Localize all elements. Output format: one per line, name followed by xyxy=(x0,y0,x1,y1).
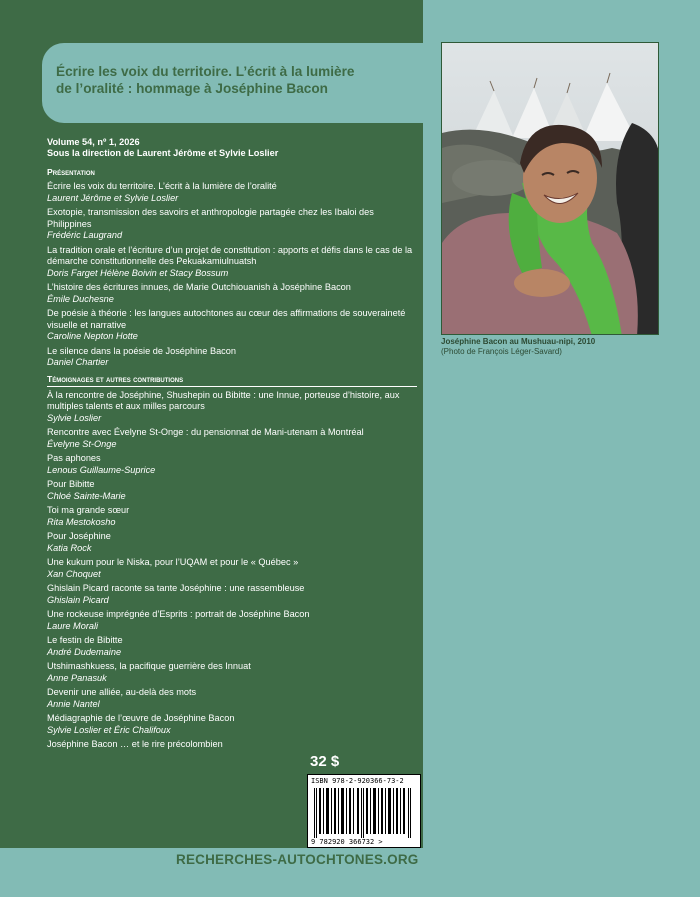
entry-author: Émile Duchesne xyxy=(47,293,114,304)
entry-author: Anne Panasuk xyxy=(47,672,107,683)
entry-title: Pas aphones xyxy=(47,453,101,463)
entry-author: Annie Nantel xyxy=(47,698,100,709)
toc-entry xyxy=(47,453,417,476)
entry-title: Utshimashkuess, la pacifique guerrière des Innuat xyxy=(47,661,251,671)
toc-entry xyxy=(47,661,417,684)
toc-entry xyxy=(47,181,417,204)
isbn-text: ISBN 978-2-920366-73-2 xyxy=(311,777,404,785)
entry-title: Pour Bibitte xyxy=(47,479,95,489)
toc-entry xyxy=(47,427,417,450)
toc-entry xyxy=(47,713,417,736)
barcode-bars xyxy=(314,788,414,838)
entry-author: Xan Choquet xyxy=(47,568,101,579)
cover-photo xyxy=(441,42,659,335)
entry-author: Ghislain Picard xyxy=(47,594,109,605)
section-heading-presentation: Présentation xyxy=(47,167,95,177)
title-banner xyxy=(42,43,423,123)
temoignages-list xyxy=(47,390,417,751)
photo-caption: Joséphine Bacon au Mushuau-nipi, 2010 xyxy=(441,337,596,346)
entry-author: Doris Farget Hélène Boivin et Stacy Bossum xyxy=(47,267,229,278)
entry-author: Évelyne St-Onge xyxy=(47,438,117,449)
entry-author: Laure Morali xyxy=(47,620,99,631)
toc-entry xyxy=(47,390,417,425)
entry-author: Chloé Sainte-Marie xyxy=(47,490,126,501)
entry-author: Frédéric Laugrand xyxy=(47,230,123,240)
entry-title: Exotopie, transmission des savoirs et anthropologie partagée chez les Ibaloi des Philippines xyxy=(47,207,374,229)
editors-line: Sous la direction de Laurent Jérôme et Sylvie Loslier xyxy=(47,148,279,158)
toc-entry xyxy=(47,531,417,554)
portrait-image xyxy=(442,43,659,335)
presentation-list xyxy=(47,181,417,369)
entry-title: Devenir une alliée, au-delà des mots xyxy=(47,687,197,697)
issue-title-line2: de l’oralité : hommage à Joséphine Bacon xyxy=(56,81,328,96)
entry-author: Caroline Nepton Hotte xyxy=(47,331,138,341)
website-url: RECHERCHES-AUTOCHTONES.ORG xyxy=(176,852,419,867)
toc-entry xyxy=(47,557,417,580)
table-of-contents xyxy=(47,137,417,751)
entry-title: Rencontre avec Évelyne St-Onge : du pensionnat de Mani-utenam à Montréal xyxy=(47,427,364,437)
entry-author: Sylvie Loslier xyxy=(47,412,102,423)
isbn-barcode xyxy=(307,774,421,848)
toc-entry xyxy=(47,687,417,710)
entry-title: Médiagraphie de l’œuvre de Joséphine Bacon xyxy=(47,713,235,723)
toc-entry xyxy=(47,505,417,528)
entry-title: Une rockeuse imprégnée d’Esprits : portrait de Joséphine Bacon xyxy=(47,609,310,619)
entry-title: De poésie à théorie : les langues autochtones au cœur des affirmations de souveraineté visuelle et narrative xyxy=(47,308,406,330)
entry-title: L’histoire des écritures innues, de Marie Outchiouanish à Joséphine Bacon xyxy=(47,282,351,292)
entry-title: La tradition orale et l’écriture d’un projet de constitution : apports et défis dans le cas de la démarche constitutionnelle des Pekuakamiulnuatsh xyxy=(47,244,413,266)
photo-credit: (Photo de François Léger-Savard) xyxy=(441,347,562,356)
entry-author: André Dudemaine xyxy=(47,646,122,657)
toc-entry xyxy=(47,346,417,369)
entry-author: Daniel Chartier xyxy=(47,357,109,367)
entry-title: Pour Joséphine xyxy=(47,531,111,541)
price-label: 32 $ xyxy=(310,753,340,770)
entry-author: Rita Mestokosho xyxy=(47,516,116,527)
entry-author: Sylvie Loslier et Éric Chalifoux xyxy=(47,724,171,735)
entry-author: Lenous Guillaume-Suprice xyxy=(47,464,156,475)
toc-entry xyxy=(47,308,417,343)
entry-title: Écrire les voix du territoire. L’écrit à la lumière de l’oralité xyxy=(47,181,277,191)
entry-title: Joséphine Bacon … et le rire précolombien xyxy=(47,739,223,749)
section-heading-temoignages: Témoignages et autres contributions xyxy=(47,374,417,387)
toc-entry xyxy=(47,635,417,658)
toc-entry xyxy=(47,739,417,751)
entry-title: Le festin de Bibitte xyxy=(47,635,123,645)
toc-entry xyxy=(47,479,417,502)
entry-author: Katia Rock xyxy=(47,542,92,553)
toc-entry xyxy=(47,583,417,606)
issue-title-line1: Écrire les voix du territoire. L’écrit à la lumière xyxy=(56,64,355,79)
entry-title: Une kukum pour le Niska, pour l’UQAM et pour le « Québec » xyxy=(47,557,299,567)
barcode-number: 9 782920 366732 > xyxy=(311,838,383,846)
entry-author: Laurent Jérôme et Sylvie Loslier xyxy=(47,192,179,203)
entry-title: Toi ma grande sœur xyxy=(47,505,130,515)
toc-entry xyxy=(47,245,417,280)
entry-title: Le silence dans la poésie de Joséphine Bacon xyxy=(47,345,236,356)
entry-title: À la rencontre de Joséphine, Shushepin ou Bibitte : une Innue, porteuse d’histoire, aux multiples talents et aux milles parcours xyxy=(47,389,400,411)
toc-entry xyxy=(47,282,417,305)
volume-info: Volume 54, nº 1, 2026 xyxy=(47,137,140,147)
toc-entry xyxy=(47,207,417,242)
entry-title: Ghislain Picard raconte sa tante Joséphine : une rassembleuse xyxy=(47,583,305,593)
toc-entry xyxy=(47,609,417,632)
